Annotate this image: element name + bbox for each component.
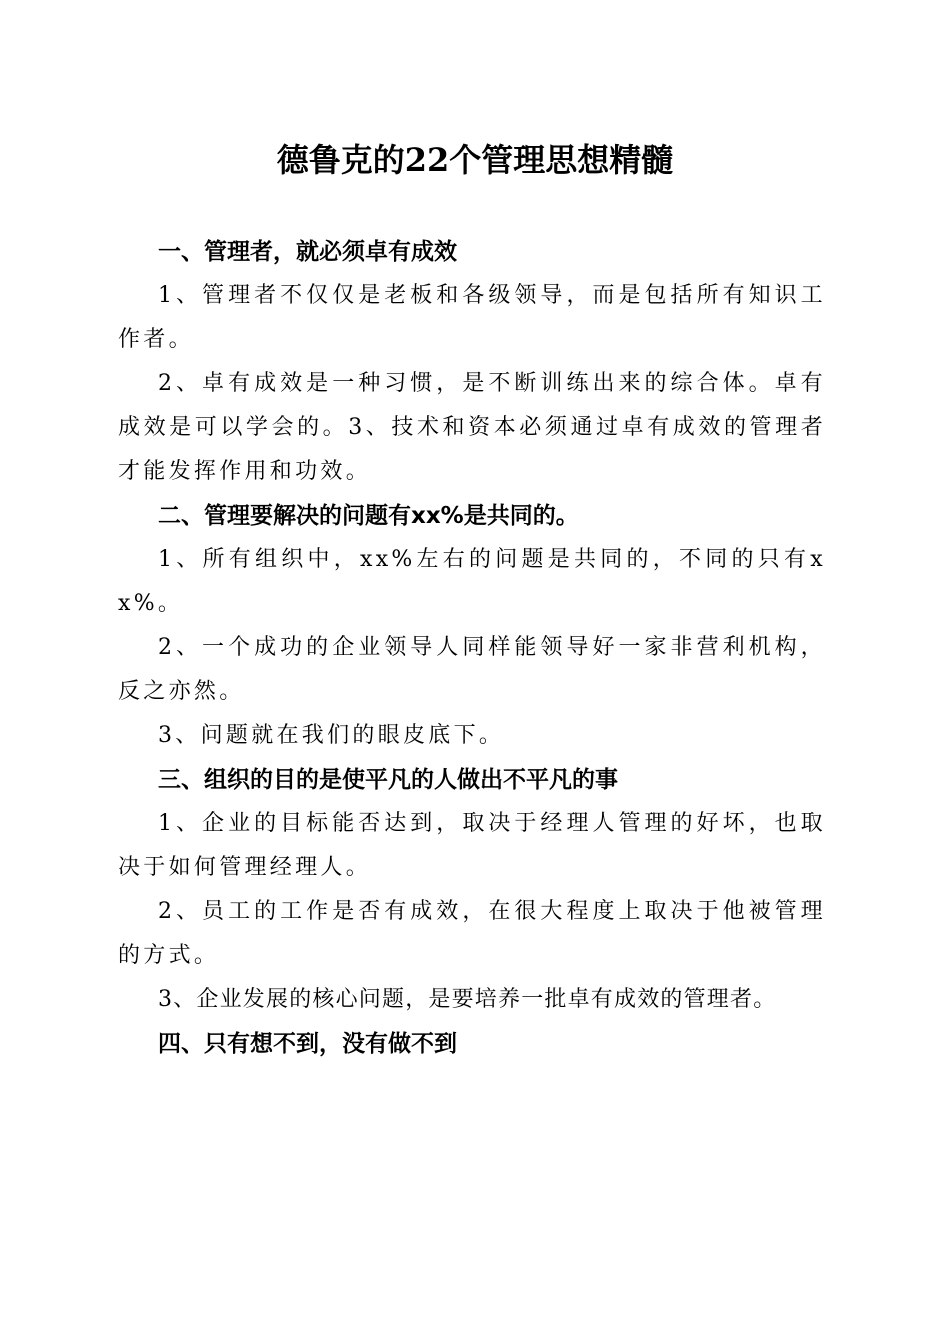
page-title: 德鲁克的22个管理思想精髓 (276, 141, 674, 179)
section-heading-2: 二、管理要解决的问题有xx%是共同的。 (158, 503, 579, 529)
paragraph: 2、一个成功的企业领导人同样能领导好一家非营利机构，反之亦然。 (118, 635, 826, 704)
paragraph: 3、问题就在我们的眼皮底下。 (158, 723, 505, 748)
paragraph: 1、所有组织中，xx%左右的问题是共同的，不同的只有xx%。 (118, 547, 826, 616)
section-heading-4: 四、只有想不到，没有做不到 (158, 1031, 457, 1057)
paragraph: 1、管理者不仅仅是老板和各级领导，而是包括所有知识工作者。 (118, 283, 826, 352)
section-heading-3: 三、组织的目的是使平凡的人做出不平凡的事 (158, 767, 618, 793)
document-body (118, 230, 826, 1066)
section-heading-1: 一、管理者，就必须卓有成效 (158, 239, 457, 265)
paragraph: 2、员工的工作是否有成效，在很大程度上取决于他被管理的方式。 (118, 899, 826, 968)
paragraph: 1、企业的目标能否达到，取决于经理人管理的好坏，也取决于如何管理经理人。 (118, 811, 826, 880)
paragraph: 3、企业发展的核心问题，是要培养一批卓有成效的管理者。 (158, 987, 777, 1012)
paragraph: 2、卓有成效是一种习惯，是不断训练出来的综合体。卓有成效是可以学会的。3、技术和资本必须通过卓有成效的管理者才能发挥作用和功效。 (118, 371, 826, 484)
